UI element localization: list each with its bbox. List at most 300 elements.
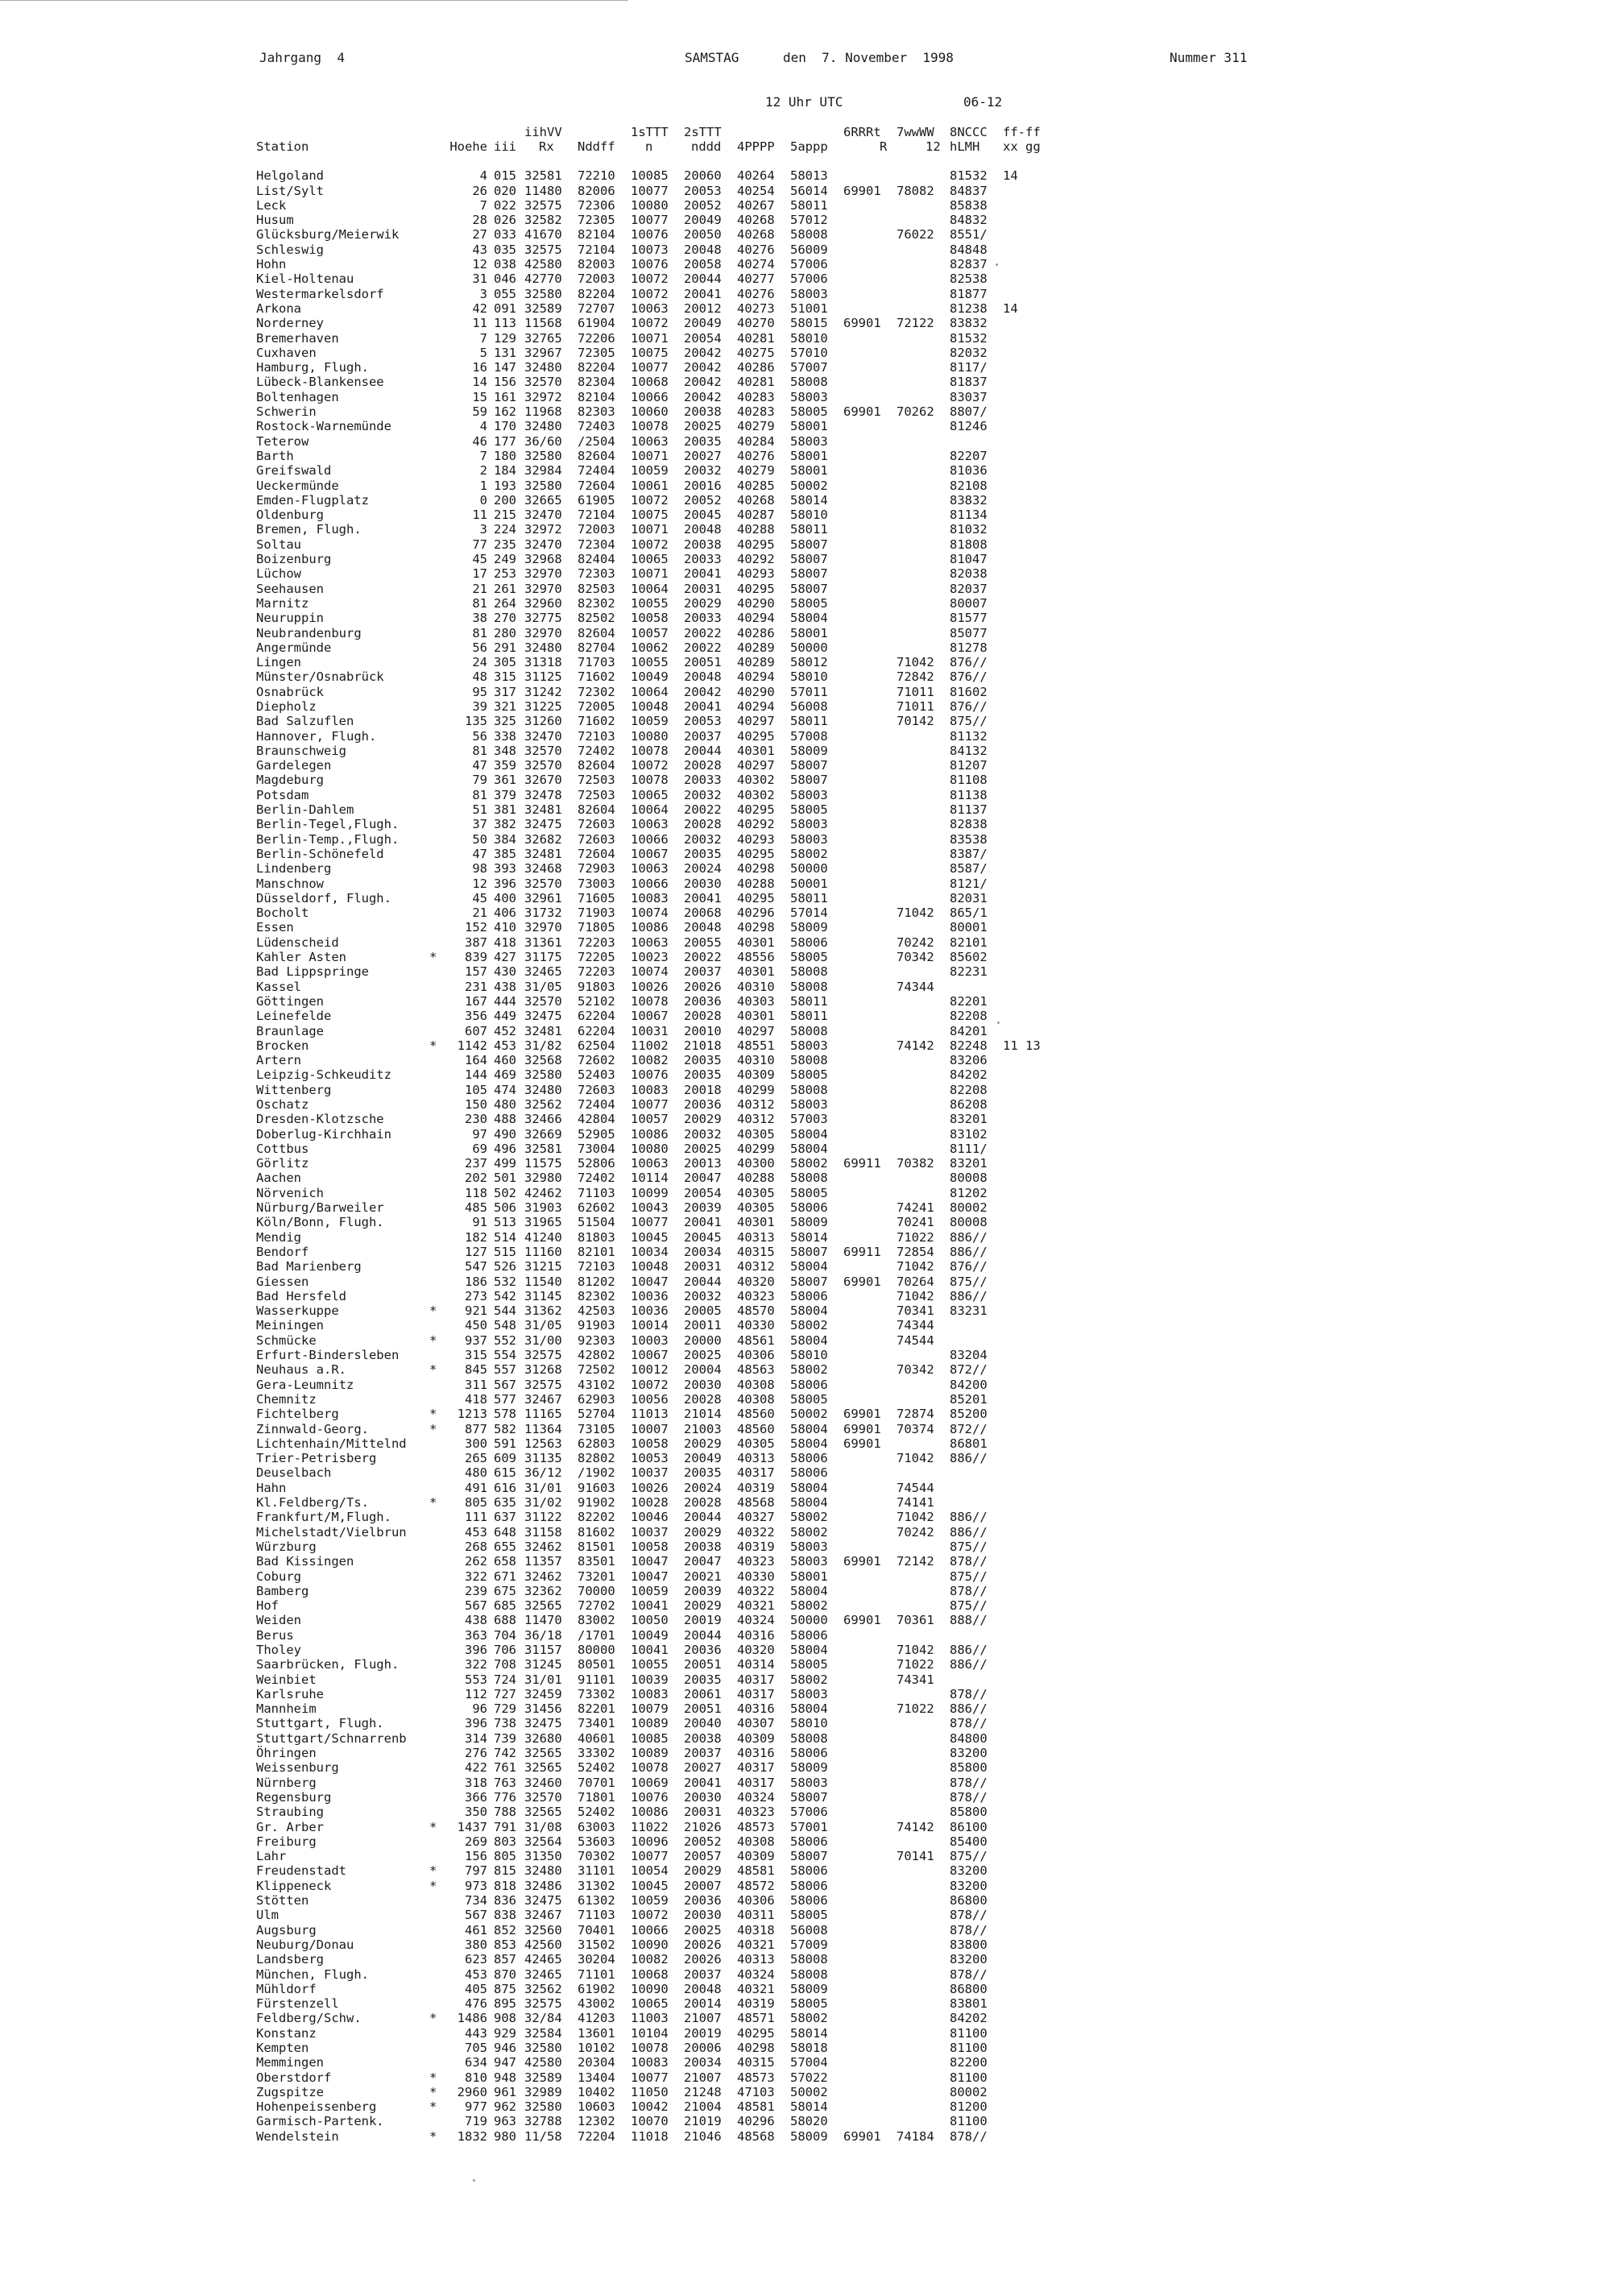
table-cell: 21248 [684, 2084, 722, 2099]
table-cell [995, 346, 1047, 360]
table-row [256, 1009, 1047, 1023]
table-cell: 31242 [524, 684, 562, 699]
table-cell [835, 950, 888, 964]
table-cell: 046 [494, 271, 516, 287]
table-cell: 729 [494, 1701, 516, 1717]
table-cell: 80501 [578, 1657, 615, 1672]
table-cell: 32960 [524, 595, 562, 611]
table-cell: 31175 [524, 950, 562, 965]
table-cell: 706 [494, 1642, 516, 1657]
table-cell: 71042 [897, 1451, 934, 1466]
station-name: Mendig [256, 1229, 301, 1245]
table-cell: 10070 [631, 2114, 669, 2129]
table-cell: 40268 [737, 227, 775, 242]
table-cell: 40319 [737, 1996, 775, 2012]
table-cell: 10072 [631, 1908, 669, 1923]
table-cell: 20032 [684, 787, 722, 802]
table-cell: 10055 [631, 595, 669, 611]
table-cell [835, 1982, 888, 1996]
table-cell: 70382 [897, 1156, 934, 1171]
table-cell [429, 1746, 447, 1760]
table-cell: 40309 [737, 1730, 775, 1746]
station-name: Arkona [256, 300, 301, 316]
table-cell: 40309 [737, 1067, 775, 1083]
table-cell: 52905 [578, 1126, 615, 1142]
table-cell: 443 [465, 2025, 487, 2041]
table-cell: 32470 [524, 508, 562, 523]
table-cell [429, 213, 447, 227]
table-cell: 10063 [631, 300, 669, 316]
table-cell: 72205 [578, 950, 615, 965]
table-cell: 32470 [524, 537, 562, 552]
table-cell: 20024 [684, 1480, 722, 1495]
table-cell [995, 1465, 1047, 1480]
table-row [256, 1465, 1047, 1480]
table-row [256, 861, 1047, 876]
table-row [256, 1200, 1047, 1215]
table-cell: 58006 [790, 1288, 828, 1303]
table-cell [995, 331, 1047, 346]
table-cell: 82502 [578, 611, 615, 626]
header-spacer [256, 154, 1047, 168]
table-cell: 544 [494, 1303, 516, 1319]
table-cell: 1142 [457, 1038, 487, 1053]
table-cell [835, 1038, 888, 1053]
table-cell [429, 1230, 447, 1245]
table-cell: 963 [494, 2114, 516, 2129]
table-cell [995, 449, 1047, 463]
table-cell: 40305 [737, 1185, 775, 1200]
table-cell: 58005 [790, 802, 828, 818]
table-cell [835, 1510, 888, 1524]
table-cell: 84200 [950, 1377, 988, 1392]
table-cell: 026 [494, 213, 516, 228]
table-cell: 32589 [524, 300, 562, 316]
table-cell: 20054 [684, 1185, 722, 1200]
table-cell: 32481 [524, 846, 562, 861]
table-cell: 157 [465, 964, 487, 980]
table-cell: 58003 [790, 1686, 828, 1701]
table-cell: 69 [472, 1141, 487, 1156]
table-cell: 50002 [790, 2084, 828, 2099]
table-cell: 40322 [737, 1583, 775, 1598]
table-cell: 40283 [737, 404, 775, 420]
table-row [256, 877, 1047, 891]
table-cell [995, 950, 1047, 964]
table-cell: 526 [494, 1259, 516, 1274]
table-row [256, 1569, 1047, 1584]
table-cell [888, 1378, 942, 1392]
table-cell: 40322 [737, 1524, 775, 1540]
table-cell: 10071 [631, 330, 669, 346]
column-header [429, 125, 447, 154]
station-name: Greifswald [256, 463, 332, 479]
table-cell: 10072 [631, 286, 669, 301]
table-cell: 57014 [790, 906, 828, 921]
table-cell: 878// [950, 2128, 988, 2144]
table-cell: 10071 [631, 522, 669, 537]
column-header: 8NCCC hLMH [950, 125, 988, 154]
station-name: Berlin-Tegel,Flugh. [256, 817, 400, 832]
table-cell: 10402 [578, 2084, 615, 2099]
table-cell: 380 [465, 1937, 487, 1952]
table-cell: 58004 [790, 1436, 828, 1451]
table-cell [995, 522, 1047, 537]
table-cell: 363 [465, 1627, 487, 1643]
table-cell: 56 [472, 728, 487, 744]
table-cell: 40296 [737, 2114, 775, 2129]
table-cell: 31260 [524, 714, 562, 729]
station-name: Magdeburg [256, 773, 324, 788]
table-row [256, 1053, 1047, 1067]
table-cell: 8117/ [950, 360, 988, 375]
table-cell: 32481 [524, 1023, 562, 1038]
table-row [256, 1893, 1047, 1908]
table-cell [888, 1598, 942, 1613]
station-name: Neuruppin [256, 611, 324, 626]
table-cell: 63003 [578, 1819, 615, 1834]
table-cell: 77 [472, 537, 487, 552]
table-row [256, 1849, 1047, 1863]
table-cell: 438 [465, 1613, 487, 1628]
table-cell: 40321 [737, 1598, 775, 1614]
table-cell: 61902 [578, 1981, 615, 1996]
table-cell: 875// [950, 1849, 988, 1864]
table-cell [429, 1967, 447, 1982]
table-cell: 20039 [684, 1200, 722, 1216]
table-cell: 81 [472, 743, 487, 758]
table-cell: 74341 [897, 1672, 934, 1687]
table-cell: 10090 [631, 1981, 669, 1996]
station-name: Aachen [256, 1171, 301, 1186]
table-cell: 71703 [578, 655, 615, 670]
column-header: 5appp [790, 139, 828, 154]
table-cell [429, 1481, 447, 1495]
table-cell: 70374 [897, 1421, 934, 1436]
table-cell: 58005 [790, 1908, 828, 1923]
table-cell [835, 1952, 888, 1967]
table-cell: 20012 [684, 300, 722, 316]
table-cell: 810 [465, 2070, 487, 2085]
table-cell [835, 773, 888, 787]
table-cell: 71011 [897, 684, 934, 699]
table-cell: 396 [494, 876, 516, 891]
table-cell: 71022 [897, 1657, 934, 1672]
table-cell [888, 168, 942, 183]
table-row [256, 2055, 1047, 2070]
table-cell: 58003 [790, 787, 828, 802]
table-cell: 85077 [950, 625, 988, 640]
table-cell: 40310 [737, 979, 775, 994]
table-cell: 40317 [737, 1672, 775, 1687]
table-cell [888, 1392, 942, 1407]
station-name: Hannover, Flugh. [256, 728, 377, 744]
table-cell: 3 [479, 522, 487, 537]
table-cell: 71602 [578, 714, 615, 729]
table-cell: 215 [494, 508, 516, 523]
table-cell [995, 861, 1047, 876]
table-cell: 20013 [684, 1156, 722, 1171]
table-cell [995, 596, 1047, 611]
table-cell: 72122 [897, 316, 934, 331]
table-cell [429, 1053, 447, 1067]
table-cell: 31/00 [524, 1332, 562, 1348]
table-cell: 877 [465, 1421, 487, 1436]
table-cell: 72402 [578, 743, 615, 758]
table-cell: 144 [465, 1067, 487, 1083]
table-cell: 32486 [524, 1878, 562, 1893]
table-cell: 10043 [631, 1200, 669, 1216]
table-cell: 886// [950, 1510, 988, 1525]
station-name: Mühldorf [256, 1981, 317, 1996]
table-cell: 70361 [897, 1613, 934, 1628]
table-cell: 21019 [684, 2114, 722, 2129]
table-cell: 41670 [524, 227, 562, 242]
table-cell: 322 [465, 1657, 487, 1672]
table-cell: 40299 [737, 1141, 775, 1156]
table-cell: 95 [472, 684, 487, 699]
table-cell [995, 2129, 1047, 2144]
table-cell [888, 2085, 942, 2099]
table-cell: 61904 [578, 316, 615, 331]
table-cell: 40318 [737, 1922, 775, 1938]
table-cell: 40305 [737, 1126, 775, 1142]
table-cell: 449 [494, 1009, 516, 1024]
table-cell: 761 [494, 1760, 516, 1776]
table-cell: 180 [494, 448, 516, 463]
table-cell: 20036 [684, 1097, 722, 1112]
table-cell: 10077 [631, 360, 669, 375]
table-cell [888, 891, 942, 906]
table-row [256, 537, 1047, 552]
table-cell: 81100 [950, 2070, 988, 2085]
table-cell: 82802 [578, 1451, 615, 1466]
table-cell: 85800 [950, 1760, 988, 1776]
table-cell: 12563 [524, 1436, 562, 1451]
table-cell: 72603 [578, 831, 615, 847]
table-cell: 71042 [897, 906, 934, 921]
table-cell: 405 [465, 1981, 487, 1996]
table-cell [888, 788, 942, 802]
station-name: Neuburg/Donau [256, 1937, 354, 1952]
table-cell: 81200 [950, 2099, 988, 2115]
table-cell: 86801 [950, 1436, 988, 1451]
table-cell [429, 1156, 447, 1171]
table-cell: 72403 [578, 419, 615, 434]
table-cell: 31158 [524, 1524, 562, 1540]
table-cell: 82208 [950, 1082, 988, 1097]
table-cell: 32564 [524, 1834, 562, 1849]
table-cell [429, 2026, 447, 2041]
table-cell: 10012 [631, 1362, 669, 1378]
table-cell: 36/12 [524, 1465, 562, 1481]
table-row [256, 1701, 1047, 1716]
table-cell [835, 964, 888, 979]
table-cell: 20028 [684, 1391, 722, 1407]
station-name: Öhringen [256, 1746, 317, 1761]
table-row [256, 522, 1047, 537]
table-cell: 42580 [524, 2055, 562, 2070]
table-cell [835, 168, 888, 183]
table-cell [995, 1628, 1047, 1643]
table-row [256, 626, 1047, 640]
table-cell: 40317 [737, 1465, 775, 1481]
table-cell: 453 [465, 1524, 487, 1540]
table-cell [429, 847, 447, 861]
table-cell: 20052 [684, 492, 722, 508]
table-cell [995, 390, 1047, 404]
table-cell: 10085 [631, 1730, 669, 1746]
table-cell: 20060 [684, 168, 722, 184]
table-cell: 10077 [631, 1215, 669, 1230]
table-cell: 015 [494, 168, 516, 184]
table-cell [429, 758, 447, 773]
table-cell [995, 1584, 1047, 1598]
station-name: Düsseldorf, Flugh. [256, 890, 391, 906]
table-cell: 10058 [631, 1436, 669, 1451]
table-cell: 929 [494, 2025, 516, 2041]
table-row [256, 1097, 1047, 1112]
table-cell [835, 1259, 888, 1274]
table-row [256, 1186, 1047, 1200]
table-cell: 20030 [684, 1789, 722, 1805]
table-row [256, 360, 1047, 375]
table-cell: 10041 [631, 1598, 669, 1614]
table-cell: 20044 [684, 271, 722, 287]
table-cell: 82538 [950, 271, 988, 287]
table-row [256, 2099, 1047, 2114]
table-cell: 40601 [578, 1730, 615, 1746]
table-cell: 58005 [790, 595, 828, 611]
table-cell: 85838 [950, 197, 988, 213]
table-cell: 10065 [631, 552, 669, 567]
table-cell: 81047 [950, 552, 988, 567]
table-cell: 50000 [790, 861, 828, 877]
table-cell: 40314 [737, 1657, 775, 1672]
table-cell [995, 2055, 1047, 2070]
table-cell: 70401 [578, 1922, 615, 1938]
table-cell: 156 [494, 375, 516, 390]
table-cell: 58005 [790, 1996, 828, 2012]
table-cell: 84832 [950, 213, 988, 228]
table-cell: 582 [494, 1421, 516, 1436]
table-cell [995, 1569, 1047, 1584]
table-cell: 20035 [684, 1465, 722, 1481]
table-cell: 62204 [578, 1009, 615, 1024]
table-cell: 58010 [790, 669, 828, 685]
table-cell: 32468 [524, 861, 562, 877]
table-cell: 40313 [737, 1952, 775, 1967]
table-row [256, 404, 1047, 419]
table-cell: 547 [465, 1259, 487, 1274]
table-cell [429, 1657, 447, 1672]
table-cell: 10045 [631, 1878, 669, 1893]
table-cell: 21 [472, 581, 487, 596]
table-cell: 496 [494, 1141, 516, 1156]
table-cell: 40320 [737, 1642, 775, 1657]
table-row [256, 184, 1047, 198]
table-cell: 58006 [790, 1746, 828, 1761]
table-cell: 20051 [684, 1701, 722, 1717]
table-cell: 10075 [631, 345, 669, 360]
table-cell: 476 [465, 1996, 487, 2012]
table-cell: 58008 [790, 1171, 828, 1186]
table-cell [888, 213, 942, 227]
table-cell [429, 1274, 447, 1289]
table-cell: 82037 [950, 581, 988, 596]
table-row [256, 493, 1047, 508]
table-cell [888, 434, 942, 449]
table-cell: 72602 [578, 1053, 615, 1068]
table-cell: 876// [950, 655, 988, 670]
table-cell: 74241 [897, 1200, 934, 1216]
table-cell: 58006 [790, 1893, 828, 1908]
table-cell: 69901 [843, 404, 881, 420]
station-name: München, Flugh. [256, 1967, 369, 1982]
table-cell [995, 1863, 1047, 1878]
table-cell: 32970 [524, 581, 562, 596]
table-cell: 56008 [790, 1922, 828, 1938]
table-cell: 40317 [737, 1686, 775, 1701]
table-cell: 82104 [578, 227, 615, 242]
table-cell: 32680 [524, 1730, 562, 1746]
day-label: SAMSTAG [685, 50, 739, 65]
table-cell [429, 1996, 447, 2011]
table-cell [995, 980, 1047, 994]
table-cell: 20028 [684, 817, 722, 832]
table-cell [995, 1362, 1047, 1377]
table-cell [429, 1186, 447, 1200]
table-cell: * [429, 2128, 437, 2144]
table-cell: 40317 [737, 1760, 775, 1776]
table-cell: 805 [465, 1495, 487, 1511]
table-cell: 886// [950, 1288, 988, 1303]
table-cell [995, 1392, 1047, 1407]
table-cell: 31965 [524, 1215, 562, 1230]
table-cell: 10059 [631, 1583, 669, 1598]
table-cell: 56009 [790, 242, 828, 257]
table-cell: 32670 [524, 773, 562, 788]
station-name: Potsdam [256, 787, 309, 802]
table-cell: 40323 [737, 1805, 775, 1820]
table-cell: 58007 [790, 1789, 828, 1805]
table-cell: /1902 [578, 1465, 615, 1481]
table-cell [888, 242, 942, 257]
table-cell [888, 1067, 942, 1082]
table-cell: 10063 [631, 935, 669, 950]
table-cell: 875// [950, 1569, 988, 1584]
table-cell [835, 891, 888, 906]
station-name: Diepholz [256, 698, 317, 714]
table-row [256, 2041, 1047, 2055]
table-cell: 10058 [631, 1539, 669, 1554]
table-cell: 20042 [684, 375, 722, 390]
table-cell [429, 655, 447, 669]
table-cell: 788 [494, 1805, 516, 1820]
table-cell [835, 1318, 888, 1332]
table-cell: 32665 [524, 492, 562, 508]
station-name: Leck [256, 197, 287, 213]
table-cell: 62903 [578, 1391, 615, 1407]
table-cell [995, 964, 1047, 979]
table-cell: 20039 [684, 1583, 722, 1598]
table-cell: 30204 [578, 1952, 615, 1967]
table-cell: 58002 [790, 2011, 828, 2026]
table-cell [995, 1540, 1047, 1554]
table-cell: 32970 [524, 566, 562, 582]
table-cell: 10048 [631, 698, 669, 714]
table-cell: 20036 [684, 993, 722, 1009]
